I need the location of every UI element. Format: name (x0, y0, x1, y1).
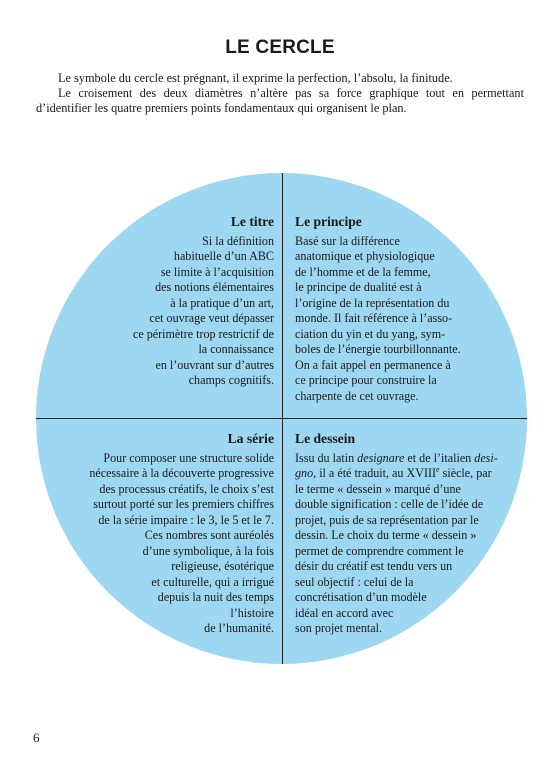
page-title: LE CERCLE (225, 37, 335, 58)
quadrant-principe (295, 214, 515, 404)
quadrant-heading: Le dessein (295, 431, 356, 446)
quadrant-heading: Le titre (230, 214, 274, 229)
quadrant-text-line: le terme « dessein » marqué d’une (295, 481, 461, 496)
intro-paragraph: Le symbole du cercle est prégnant, il exprime la perfection, l’absolu, la finitude. (58, 71, 453, 85)
quadrant-text-line: charpente de cet ouvrage. (295, 388, 419, 403)
page-number: 6 (33, 730, 40, 745)
vertical-diameter (282, 173, 283, 664)
quadrant-text-line: anatomique et physiologique (295, 249, 435, 263)
quadrant-text-line: Basé sur la différence (295, 233, 400, 248)
quadrant-heading: Le principe (295, 214, 362, 229)
century-superscript: e (436, 464, 440, 474)
quadrant-text-line: surtout porté sur les premiers chiffres (93, 497, 274, 511)
quadrant-text-line: permet de comprendre comment le (295, 543, 464, 558)
quadrant-text-line: des processus créatifs, le choix s’est (99, 481, 274, 496)
quadrant-text-line (295, 451, 515, 467)
quadrant-text-line: désir du créatif est tendu vers un (295, 559, 453, 573)
quadrant-text-line: se limite à l’acquisition (160, 264, 274, 279)
intro-paragraph: Le croisement des deux diamètres n’altère pas sa force graphique tout en permettant d’identifier les quatre premiers points fondamentaux qui organisent le plan. (36, 86, 524, 115)
latin-term: designare (357, 450, 405, 465)
quadrant-text-line: Pour composer une structure solide (103, 450, 274, 465)
quadrant-text-line: Ces nombres sont auréolés (144, 528, 274, 542)
italian-term: desi- (474, 450, 498, 465)
intro-text (36, 71, 524, 116)
quadrant-text-line: projet, puis de sa représentation par le (295, 512, 479, 527)
quadrant-text-line: cet ouvrage veut dépasser (149, 311, 274, 325)
quadrant-text-line: boles de l’énergie tourbillonnante. (295, 342, 461, 356)
quadrant-text-line: religieuse, ésotérique (171, 559, 274, 573)
quadrant-text-line: monde. Il fait référence à l’asso- (295, 311, 453, 325)
quadrant-text-line: concrétisation d’un modèle (295, 590, 427, 604)
quadrant-text-line: ce périmètre trop restrictif de (132, 326, 274, 341)
quadrant-text-line: la connaissance (198, 342, 274, 356)
quadrant-text-line: nécessaire à la découverte progressive (89, 466, 274, 480)
quadrant-text-line: habituelle d’un ABC (173, 249, 274, 263)
quadrant-text-line: idéal en accord avec (295, 605, 394, 620)
quadrant-serie (36, 431, 274, 637)
circle-diagram (36, 173, 527, 664)
quadrant-heading: La série (227, 431, 274, 446)
quadrant-text-line: double signification : celle de l’idée de (295, 497, 484, 511)
quadrant-text-line: de l’humanité. (204, 621, 274, 635)
quadrant-text-line: dessin. Le choix du terme « dessein » (295, 528, 477, 542)
text-run: , il a été traduit, au XVIII (313, 466, 437, 480)
quadrant-text-line: On a fait appel en permanence à (295, 357, 451, 372)
text-run: et de l’italien (404, 450, 475, 465)
quadrant-dessein (295, 431, 515, 637)
quadrant-text-line: d’une symbolique, à la fois (142, 543, 274, 558)
quadrant-text-line: son projet mental. (295, 621, 382, 635)
quadrant-text-line (295, 466, 515, 482)
quadrant-text-line: Si la définition (202, 233, 274, 248)
quadrant-text-line: le principe de dualité est à (295, 280, 422, 294)
quadrant-text-line: l’origine de la représentation du (295, 295, 450, 310)
quadrant-text-line: ciation du yin et du yang, sym- (295, 326, 446, 341)
quadrant-text-line: l’histoire (230, 605, 274, 620)
text-run: Issu du latin (295, 450, 358, 465)
text-run: siècle, par (439, 466, 492, 480)
quadrant-text-line: en l’ouvrant sur d’autres (155, 357, 274, 372)
italian-term: gno (295, 466, 314, 480)
quadrant-text-line: champs cognitifs. (188, 373, 274, 387)
quadrant-text-line: à la pratique d’un art, (170, 295, 274, 310)
quadrant-text-line: ce principe pour construire la (295, 373, 437, 387)
quadrant-text-line: de la série impaire : le 3, le 5 et le 7. (98, 512, 274, 527)
quadrant-text-line: seul objectif : celui de la (295, 574, 414, 589)
quadrant-text-line: des notions élémentaires (155, 280, 274, 294)
quadrant-titre (36, 214, 274, 389)
quadrant-text-line: et culturelle, qui a irrigué (151, 574, 274, 589)
quadrant-text-line: depuis la nuit des temps (157, 590, 274, 604)
quadrant-text-line: de l’homme et de la femme, (295, 264, 431, 279)
